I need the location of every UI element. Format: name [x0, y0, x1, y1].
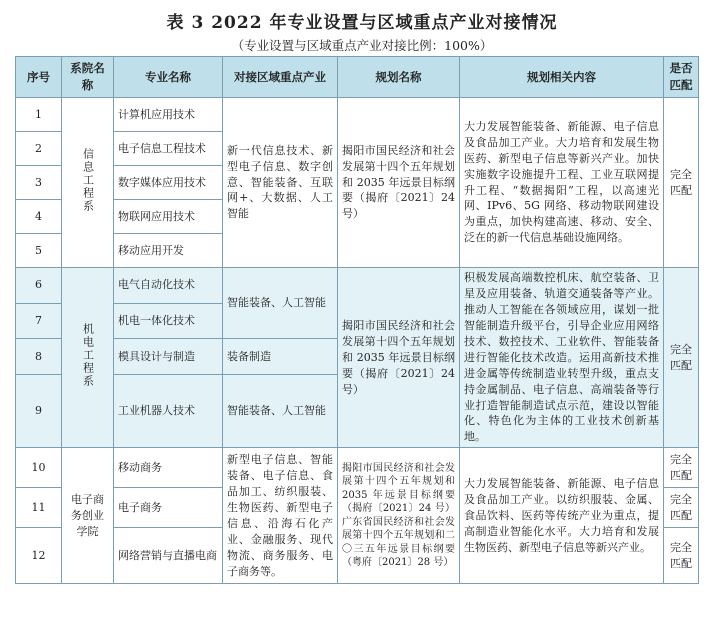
- major-cell: 计算机应用技术: [114, 98, 223, 132]
- seq-cell: 9: [16, 374, 62, 447]
- seq-cell: 2: [16, 132, 62, 166]
- content-cell: 大力发展智能装备、新能源、电子信息及食品加工产业。以纺织服装、金属、食品饮料、医药等传统产业为重点，提高制造业智能化水平。大力培育和发展生物医药、新型电子信息等新兴产业。: [460, 448, 664, 584]
- major-cell: 移动应用开发: [114, 234, 223, 268]
- seq-cell: 7: [16, 303, 62, 339]
- match-cell: 完全匹配: [664, 268, 699, 448]
- seq-cell: 6: [16, 268, 62, 304]
- plan-cell: 揭阳市国民经济和社会发展第十四个五年规划和 2035 年远景目标纲要（揭府〔2021〕24 号）: [338, 268, 460, 448]
- content-cell: 积极发展高端数控机床、航空装备、卫星及应用装备、轨道交通装备等产业。推动人工智能在各领域应用，谋划一批智能制造升级平台，引导企业应用网络技术、数控技术、工业软件、智能装备进行智能化技术改造。运用高新技术推进金属等传统制造业转型升级，重点支持金属制品、电子信息、高端装备等行业打造智能制造试点示范，建设以智能化、特色化为主体的工业技术创新基地。: [460, 268, 664, 448]
- dept-cell: [62, 268, 114, 448]
- header-plan: 规划名称: [338, 57, 460, 98]
- plan-cell: 揭阳市国民经济和社会发展第十四个五年规划和 2035 年远景目标纲要（揭府〔2021〕24 号）: [338, 98, 460, 268]
- major-cell: 物联网应用技术: [114, 200, 223, 234]
- major-cell: 工业机器人技术: [114, 374, 223, 447]
- major-cell: 电子商务: [114, 488, 223, 528]
- dept-label: 信息工程系: [81, 147, 95, 213]
- table-row: [16, 98, 699, 132]
- major-cell: 机电一体化技术: [114, 303, 223, 339]
- header-content: 规划相关内容: [460, 57, 664, 98]
- table-subtitle: （专业设置与区域重点产业对接比例：100%）: [231, 38, 493, 53]
- dept-cell: 电子商务创业学院: [62, 448, 114, 584]
- major-cell: 模具设计与制造: [114, 339, 223, 375]
- major-cell: 网络营销与直播电商: [114, 528, 223, 584]
- header-seq: 序号: [16, 57, 62, 98]
- industry-cell: 新一代信息技术、新型电子信息、数字创意、智能装备、互联网+、大数据、人工智能: [223, 98, 338, 268]
- plan-cell: 揭阳市国民经济和社会发展第十四个五年规划和 2035 年远景目标纲要（揭府〔2021〕24 号）广东省国民经济和社会发展第十四个五年规划和二〇三五年远景目标纲要（粤府〔2021〕28 号）: [338, 448, 460, 584]
- header-industry: 对接区域重点产业: [223, 57, 338, 98]
- industry-cell: 智能装备、人工智能: [223, 268, 338, 339]
- industry-cell: 装备制造: [223, 339, 338, 375]
- seq-cell: 8: [16, 339, 62, 375]
- dept-label: 机电工程系: [81, 322, 95, 388]
- seq-cell: 1: [16, 98, 62, 132]
- dept-cell: [62, 98, 114, 268]
- industry-cell: 新型电子信息、智能装备、电子信息、食品加工、纺织服装、生物医药、新型电子信息、沿海石化产业、金融服务、现代物流、商务服务、电子商务等。: [223, 448, 338, 584]
- header-row: [16, 57, 699, 98]
- major-cell: 电子信息工程技术: [114, 132, 223, 166]
- major-cell: 数字媒体应用技术: [114, 166, 223, 200]
- match-cell: 完全匹配: [664, 448, 699, 488]
- table-row: [16, 268, 699, 304]
- industry-cell: 智能装备、人工智能: [223, 374, 338, 447]
- alignment-table: [15, 56, 699, 584]
- seq-cell: 3: [16, 166, 62, 200]
- match-cell: 完全匹配: [664, 98, 699, 268]
- table-title: 表 3 2022 年专业设置与区域重点产业对接情况: [166, 13, 558, 33]
- header-major: 专业名称: [114, 57, 223, 98]
- seq-cell: 5: [16, 234, 62, 268]
- major-cell: 移动商务: [114, 448, 223, 488]
- header-dept: 系院名称: [62, 57, 114, 98]
- seq-cell: 10: [16, 448, 62, 488]
- table-row: [16, 448, 699, 488]
- seq-cell: 4: [16, 200, 62, 234]
- seq-cell: 12: [16, 528, 62, 584]
- content-cell: 大力发展智能装备、新能源、电子信息及食品加工产业。大力培育和发展生物医药、新型电子信息等新兴产业。加快实施数字设施提升工程、工业互联网提升工程、“数据揭阳”工程，以高速光网、IPv6、5G 网络、移动物联网建设为重点，加快构建高速、移动、安全、泛在的新一代信息基础设施网络。: [460, 98, 664, 268]
- match-cell: 完全匹配: [664, 528, 699, 584]
- match-cell: 完全匹配: [664, 488, 699, 528]
- seq-cell: 11: [16, 488, 62, 528]
- major-cell: 电气自动化技术: [114, 268, 223, 304]
- header-match: 是否匹配: [664, 57, 699, 98]
